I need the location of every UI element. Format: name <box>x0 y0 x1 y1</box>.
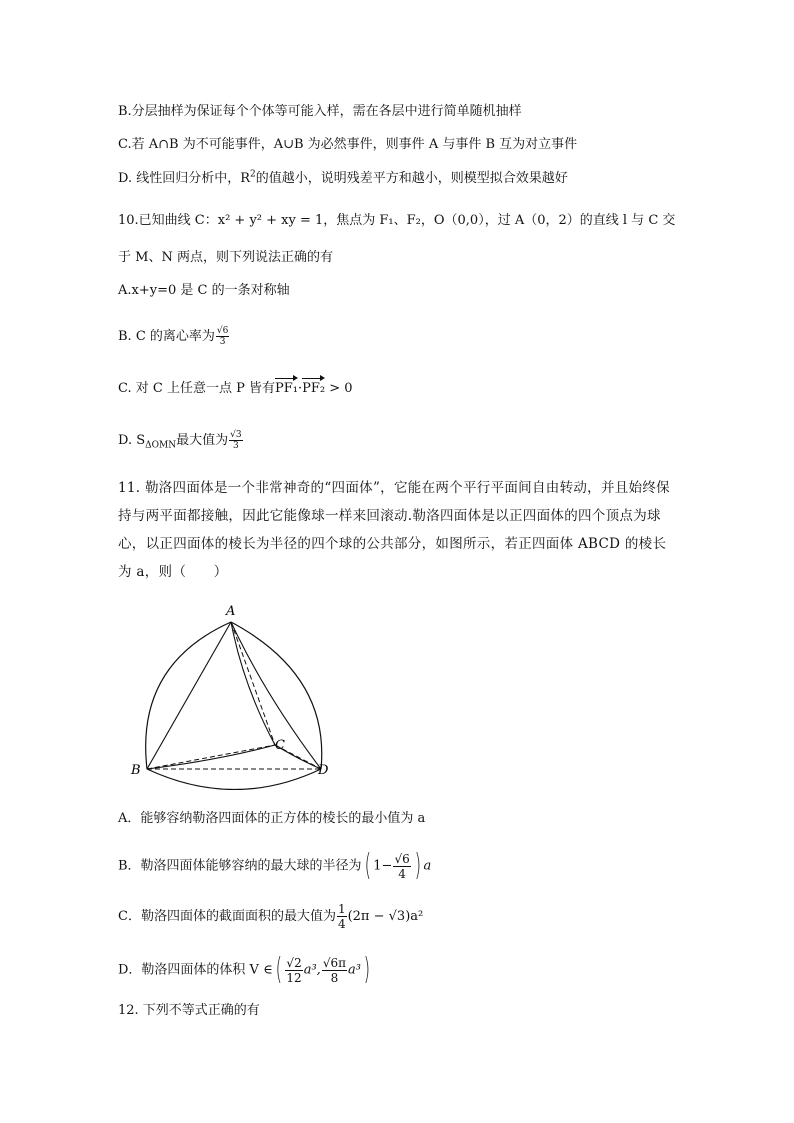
q11-stem: 11. 勒洛四面体是一个非常神奇的“四面体”，它能在两个平行平面间自由转动，并且始终保持与两平面都接触，因此它能像球一样来回滚动.勒洛四面体是以正四面体的四个顶点为球心，以正四面体的棱长为半径的四个球的公共部分，如图所示，若正四面体 ABCD 的棱长为 a，则（ ） <box>118 480 670 580</box>
q9-option-c: C.若 A∩B 为不可能事件，A∪B 为必然事件，则事件 A 与事件 B 互为对立事件 <box>118 137 578 152</box>
q11-option-b-text: B．勒洛四面体能够容纳的最大球的半径为 <box>118 858 362 874</box>
q10-option-c-text: C. 对 C 上任意一点 P 皆有 <box>118 381 275 396</box>
label-c: C <box>275 738 285 753</box>
edge-bc-dashed <box>147 745 275 769</box>
q11-option-d-num2: √6π <box>322 955 346 970</box>
edge-ab-solid <box>147 622 231 769</box>
q11-option-b-var: a <box>423 858 432 874</box>
q10-option-b-fraction <box>216 326 229 347</box>
q11-option-d-a2: a³ <box>347 962 361 978</box>
q11-option-b-rparen: ) <box>414 848 421 883</box>
q11-option-d-fraction2 <box>322 956 347 985</box>
q10-option-d-sub: ΔOMN <box>145 440 177 451</box>
q10-option-a: A.x+y=0 是 C 的一条对称轴 <box>118 283 290 298</box>
q9-option-d-sup: 2 <box>250 169 256 180</box>
q9-option-d-text: D. 线性回归分析中，R <box>118 171 251 186</box>
q11-option-d <box>118 948 373 993</box>
q11-option-d-lparen: ( <box>275 952 282 987</box>
q10-option-c-vector1: PF₁ <box>274 381 298 396</box>
label-a: A <box>226 604 236 619</box>
q11-option-c-text: C．勒洛四面体的截面面积的最大值为 <box>118 909 336 924</box>
q10-option-d-num: √3 <box>230 430 242 440</box>
q10-option-c-dot: · <box>297 381 303 396</box>
outer-arc-bd <box>147 769 321 790</box>
q10-option-d-mid: 最大值为 <box>176 433 229 448</box>
q11-option-b-num: √6 <box>394 851 410 866</box>
q11-option-b-one: 1− <box>373 858 393 874</box>
q11-option-c-den: 4 <box>337 917 346 931</box>
q11-option-d-den2: 8 <box>330 970 339 985</box>
q11-option-d-num1: √2 <box>286 955 302 970</box>
q11-option-b-den: 4 <box>398 866 406 881</box>
q10-option-d-den: 3 <box>232 441 239 451</box>
q10-option-c-rest: > 0 <box>325 381 353 396</box>
q10-option-d-text: D. S <box>118 433 146 448</box>
q11-option-d-a1: a³, <box>303 962 321 978</box>
q9-option-b: B.分层抽样为保证每个个体等可能入样，需在各层中进行简单随机抽样 <box>118 104 522 119</box>
q10-option-d <box>118 430 244 451</box>
label-b: B <box>131 763 141 778</box>
q10-option-c-vector2: PF₂ <box>302 381 326 396</box>
q12-stem: 12. 下列不等式正确的有 <box>118 1003 260 1018</box>
q11-option-b <box>118 844 431 889</box>
q10-option-c <box>118 380 353 398</box>
q11-option-a: A．能够容纳勒洛四面体的正方体的棱长的最小值为 a <box>118 811 426 826</box>
q11-option-d-text: D．勒洛四面体的体积 V ∈ <box>118 962 273 978</box>
q11-option-c-fraction <box>337 902 347 931</box>
q11-option-c <box>118 902 423 932</box>
q10-option-d-fraction <box>229 430 242 451</box>
q11-option-d-fraction1 <box>285 956 302 985</box>
q10-stem-line2: 于 M、N 两点，则下列说法正确的有 <box>118 250 333 265</box>
q11-option-d-rparen: ) <box>363 952 371 987</box>
label-d: D <box>318 763 329 778</box>
q11-option-d-den1: 12 <box>286 970 302 985</box>
q9-option-d <box>118 170 568 188</box>
q11-option-b-lparen: ( <box>364 848 371 883</box>
q10-option-b-num: √6 <box>216 326 229 336</box>
q10-option-b <box>118 326 230 347</box>
q10-option-b-text: B. C 的离心率为 <box>118 329 215 344</box>
q11-option-c-num: 1 <box>337 902 346 916</box>
q10-option-b-den: 3 <box>219 337 226 347</box>
q9-option-d-rest: 的值越小，说明残差平方和越小，则模型拟合效果越好 <box>255 171 568 186</box>
q11-option-c-expr: (2π − √3)a² <box>347 909 424 924</box>
edge-ac-dashed <box>231 622 275 745</box>
q10-stem-line1: 10.已知曲线 C：x² + y² + xy = 1，焦点为 F₁、F₂，O（0,0），过 A（0，2）的直线 l 与 C 交 <box>118 213 676 228</box>
q11-option-b-fraction <box>393 852 410 881</box>
reuleaux-tetrahedron-figure <box>125 595 345 790</box>
